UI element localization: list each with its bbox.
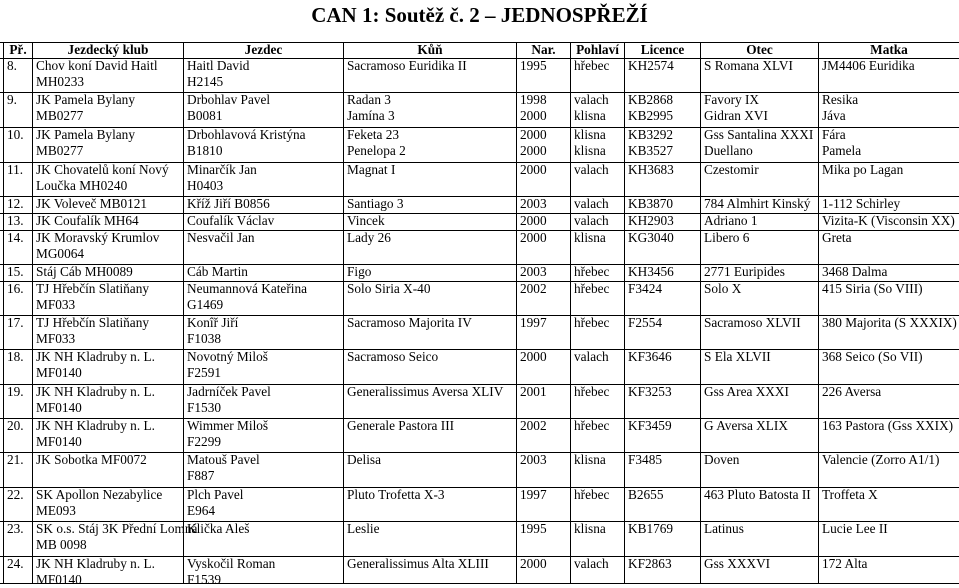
entry-number: 10.: [7, 127, 24, 142]
club: MF0140: [36, 434, 82, 449]
club: MG0064: [36, 246, 85, 261]
sex: klisna: [574, 127, 606, 142]
sire: Doven: [704, 452, 740, 467]
column-divider: [818, 42, 819, 583]
birth-year: 1995: [520, 58, 547, 73]
licence: KH3456: [628, 264, 674, 279]
licence: KB3292: [628, 127, 674, 142]
birth-year: 2000: [520, 143, 547, 158]
birth-year: 2003: [520, 196, 547, 211]
entry-number: 9.: [7, 92, 17, 107]
rider: Minarčík Jan: [187, 162, 257, 177]
entry-number: 8.: [7, 58, 17, 73]
horse: Santiago 3: [347, 196, 404, 211]
horse: Leslie: [347, 521, 380, 536]
dam: Troffeta X: [822, 487, 878, 502]
rider: Cáb Martin: [187, 264, 248, 279]
row-divider: [0, 127, 959, 128]
rider: B0081: [187, 108, 223, 123]
column-divider: [570, 42, 571, 583]
club: MF033: [36, 297, 76, 312]
horse: Delisa: [347, 452, 381, 467]
entry-number: 17.: [7, 315, 24, 330]
licence: KH2574: [628, 58, 674, 73]
sex: klisna: [574, 230, 606, 245]
licence: KB2868: [628, 92, 674, 107]
sire: S Romana XLVI: [704, 58, 793, 73]
sire: Solo X: [704, 281, 742, 296]
dam: Jáva: [822, 108, 846, 123]
licence: KF3253: [628, 384, 672, 399]
club: JK Voleveč MB0121: [36, 196, 148, 211]
entries-table: [0, 42, 959, 587]
sex: hřebec: [574, 264, 610, 279]
rider: Coufalík Václav: [187, 213, 275, 228]
birth-year: 2001: [520, 384, 547, 399]
club: JK Moravský Krumlov: [36, 230, 160, 245]
dam: Resika: [822, 92, 859, 107]
club: Chov koní David Haitl: [36, 58, 158, 73]
dam: 226 Aversa: [822, 384, 882, 399]
dam: Mika po Lagan: [822, 162, 904, 177]
horse: Sacramoso Euridika II: [347, 58, 467, 73]
sire: Gss Santalina XXXI: [704, 127, 814, 142]
birth-year: 2000: [520, 556, 547, 571]
sire: Gss Area XXXI: [704, 384, 789, 399]
column-divider: [700, 42, 701, 583]
club: SK Apollon Nezabylice: [36, 487, 163, 502]
club: JK Coufalík MH64: [36, 213, 139, 228]
club: JK Pamela Bylany: [36, 127, 135, 142]
sex: valach: [574, 196, 609, 211]
sex: valach: [574, 349, 609, 364]
horse: Solo Siria X-40: [347, 281, 431, 296]
rider: Haitl David: [187, 58, 250, 73]
licence: F3424: [628, 281, 662, 296]
header-col-club: Jezdecký klub: [67, 42, 149, 57]
row-divider: [0, 92, 959, 93]
birth-year: 2000: [520, 230, 547, 245]
club: ME093: [36, 503, 76, 518]
licence: KB2995: [628, 108, 674, 123]
rider: B1810: [187, 143, 223, 158]
dam: 368 Seico (So VII): [822, 349, 923, 364]
rider: Nesvačil Jan: [187, 230, 255, 245]
birth-year: 2002: [520, 418, 547, 433]
sex: hřebec: [574, 418, 610, 433]
rider: E964: [187, 503, 216, 518]
sex: klisna: [574, 452, 606, 467]
rider: Jadrníček Pavel: [187, 384, 271, 399]
licence: KF2863: [628, 556, 672, 571]
birth-year: 2000: [520, 108, 547, 123]
sex: hřebec: [574, 315, 610, 330]
column-divider: [183, 42, 184, 583]
rider: F1038: [187, 331, 221, 346]
rider: F1539: [187, 572, 221, 587]
sire: Libero 6: [704, 230, 750, 245]
rider: F887: [187, 468, 215, 483]
column-divider: [3, 42, 4, 583]
licence: KG3040: [628, 230, 674, 245]
club: MB0277: [36, 143, 84, 158]
sex: hřebec: [574, 58, 610, 73]
sire: Adriano 1: [704, 213, 758, 228]
horse: Lady 26: [347, 230, 391, 245]
dam: 1-112 Schirley: [822, 196, 901, 211]
row-divider: [0, 264, 959, 265]
entry-number: 22.: [7, 487, 24, 502]
sex: valach: [574, 92, 609, 107]
rider: Matouš Pavel: [187, 452, 260, 467]
sex: hřebec: [574, 487, 610, 502]
club: JK NH Kladruby n. L.: [36, 384, 155, 399]
birth-year: 1995: [520, 521, 547, 536]
rider: F2591: [187, 365, 221, 380]
rider: G1469: [187, 297, 224, 312]
sire: 784 Almhirt Kinský: [704, 196, 811, 211]
licence: B2655: [628, 487, 664, 502]
licence: KH3683: [628, 162, 674, 177]
birth-year: 1998: [520, 92, 547, 107]
horse: Generale Pastora III: [347, 418, 455, 433]
dam: 172 Alta: [822, 556, 868, 571]
club: JK NH Kladruby n. L.: [36, 556, 155, 571]
row-divider: [0, 213, 959, 214]
birth-year: 1997: [520, 487, 547, 502]
rider: F1530: [187, 400, 221, 415]
entry-number: 23.: [7, 521, 24, 536]
dam: Valencie (Zorro A1/1): [822, 452, 940, 467]
rider: Drbohlav Pavel: [187, 92, 271, 107]
club: JK Chovatelů koní Nový: [36, 162, 169, 177]
sire: Gss XXXVI: [704, 556, 771, 571]
sex: valach: [574, 213, 609, 228]
birth-year: 2000: [520, 127, 547, 142]
horse: Generalissimus Alta XLIII: [347, 556, 489, 571]
club: Loučka MH0240: [36, 178, 128, 193]
rider: Konîř Jiří: [187, 315, 239, 330]
dam: Fára: [822, 127, 846, 142]
entry-number: 12.: [7, 196, 24, 211]
licence: KB3527: [628, 143, 674, 158]
licence: F3485: [628, 452, 662, 467]
rider: Wimmer Miloš: [187, 418, 269, 433]
sire: S Ela XLVII: [704, 349, 771, 364]
licence: KF3459: [628, 418, 672, 433]
licence: KB1769: [628, 521, 674, 536]
sire: 463 Pluto Batosta II: [704, 487, 811, 502]
header-col-dam: Matka: [870, 42, 908, 57]
sex: valach: [574, 162, 609, 177]
club: MF0140: [36, 365, 82, 380]
rider: Neumannová Kateřina: [187, 281, 307, 296]
horse: Generalissimus Aversa XLIV: [347, 384, 504, 399]
horse: Sacramoso Majorita IV: [347, 315, 472, 330]
sire: Favory IX: [704, 92, 760, 107]
header-col-rider: Jezdec: [244, 42, 283, 57]
sire: G Aversa XLIX: [704, 418, 788, 433]
header-col-year: Nar.: [531, 42, 556, 57]
dam: Vizita-K (Visconsin XX): [822, 213, 955, 228]
rider: H0403: [187, 178, 224, 193]
licence: KB3870: [628, 196, 674, 211]
club: MF0140: [36, 400, 82, 415]
entry-number: 11.: [7, 162, 24, 177]
sex: hřebec: [574, 384, 610, 399]
horse: Magnat I: [347, 162, 396, 177]
entry-number: 20.: [7, 418, 24, 433]
club: JK Sobotka MF0072: [36, 452, 147, 467]
entry-number: 18.: [7, 349, 24, 364]
header-col-sire: Otec: [746, 42, 773, 57]
rider: H2145: [187, 74, 224, 89]
rider: Plch Pavel: [187, 487, 244, 502]
dam: 163 Pastora (Gss XXIX): [822, 418, 954, 433]
birth-year: 2002: [520, 281, 547, 296]
column-divider: [516, 42, 517, 583]
sire: Duellano: [704, 143, 753, 158]
horse: Penelopa 2: [347, 143, 406, 158]
rider: Vyskočil Roman: [187, 556, 276, 571]
horse: Jamína 3: [347, 108, 395, 123]
row-divider: [0, 583, 959, 584]
rider: F2299: [187, 434, 221, 449]
birth-year: 1997: [520, 315, 547, 330]
birth-year: 2000: [520, 162, 547, 177]
dam: Lucie Lee II: [822, 521, 888, 536]
club: MF0140: [36, 572, 82, 587]
entry-number: 15.: [7, 264, 24, 279]
dam: Greta: [822, 230, 852, 245]
horse: Sacramoso Seico: [347, 349, 439, 364]
dam: 380 Majorita (S XXXIX): [822, 315, 957, 330]
birth-year: 2003: [520, 264, 547, 279]
header-col-horse: Kůň: [417, 42, 443, 57]
birth-year: 2000: [520, 349, 547, 364]
rider: Drbohlavová Kristýna: [187, 127, 306, 142]
horse: Feketa 23: [347, 127, 400, 142]
sex: klisna: [574, 143, 606, 158]
column-divider: [343, 42, 344, 583]
dam: 415 Siria (So VIII): [822, 281, 923, 296]
entry-number: 13.: [7, 213, 24, 228]
club: MB 0098: [36, 537, 87, 552]
dam: Pamela: [822, 143, 862, 158]
club: TJ Hřebčín Slatiňany: [36, 281, 149, 296]
sire: 2771 Euripides: [704, 264, 785, 279]
licence: KF3646: [628, 349, 672, 364]
header-col-index: Př.: [9, 42, 27, 57]
dam: 3468 Dalma: [822, 264, 888, 279]
entry-number: 21.: [7, 452, 24, 467]
sex: valach: [574, 556, 609, 571]
birth-year: 2000: [520, 213, 547, 228]
sire: Latinus: [704, 521, 744, 536]
horse: Radan 3: [347, 92, 391, 107]
column-divider: [624, 42, 625, 583]
sex: klisna: [574, 521, 606, 536]
column-divider: [32, 42, 33, 583]
sex: klisna: [574, 108, 606, 123]
page-title: CAN 1: Soutěž č. 2 – JEDNOSPŘEŽÍ: [311, 3, 648, 27]
entry-number: 24.: [7, 556, 24, 571]
sire: Czestomir: [704, 162, 759, 177]
club: TJ Hřebčín Slatiňany: [36, 315, 149, 330]
club: MF033: [36, 331, 76, 346]
horse: Vincek: [347, 213, 385, 228]
club: JK Pamela Bylany: [36, 92, 135, 107]
licence: F2554: [628, 315, 662, 330]
horse: Pluto Trofetta X-3: [347, 487, 445, 502]
sire: Gidran XVI: [704, 108, 768, 123]
club: MH0233: [36, 74, 85, 89]
club: MB0277: [36, 108, 84, 123]
birth-year: 2003: [520, 452, 547, 467]
dam: JM4406 Euridika: [822, 58, 915, 73]
sex: hřebec: [574, 281, 610, 296]
horse: Figo: [347, 264, 372, 279]
licence: KH2903: [628, 213, 674, 228]
rider: Novotný Miloš: [187, 349, 268, 364]
header-col-licence: Licence: [640, 42, 685, 57]
rider: Klička Aleš: [187, 521, 250, 536]
club: SK o.s. Stáj 3K Přední Lomná: [36, 521, 198, 536]
sire: Sacramoso XLVII: [704, 315, 801, 330]
entry-number: 19.: [7, 384, 24, 399]
rider: Kříž Jiří B0856: [187, 196, 270, 211]
club: JK NH Kladruby n. L.: [36, 349, 155, 364]
entry-number: 14.: [7, 230, 24, 245]
club: Stáj Cáb MH0089: [36, 264, 133, 279]
club: JK NH Kladruby n. L.: [36, 418, 155, 433]
entry-number: 16.: [7, 281, 24, 296]
header-col-sex: Pohlaví: [576, 42, 619, 57]
